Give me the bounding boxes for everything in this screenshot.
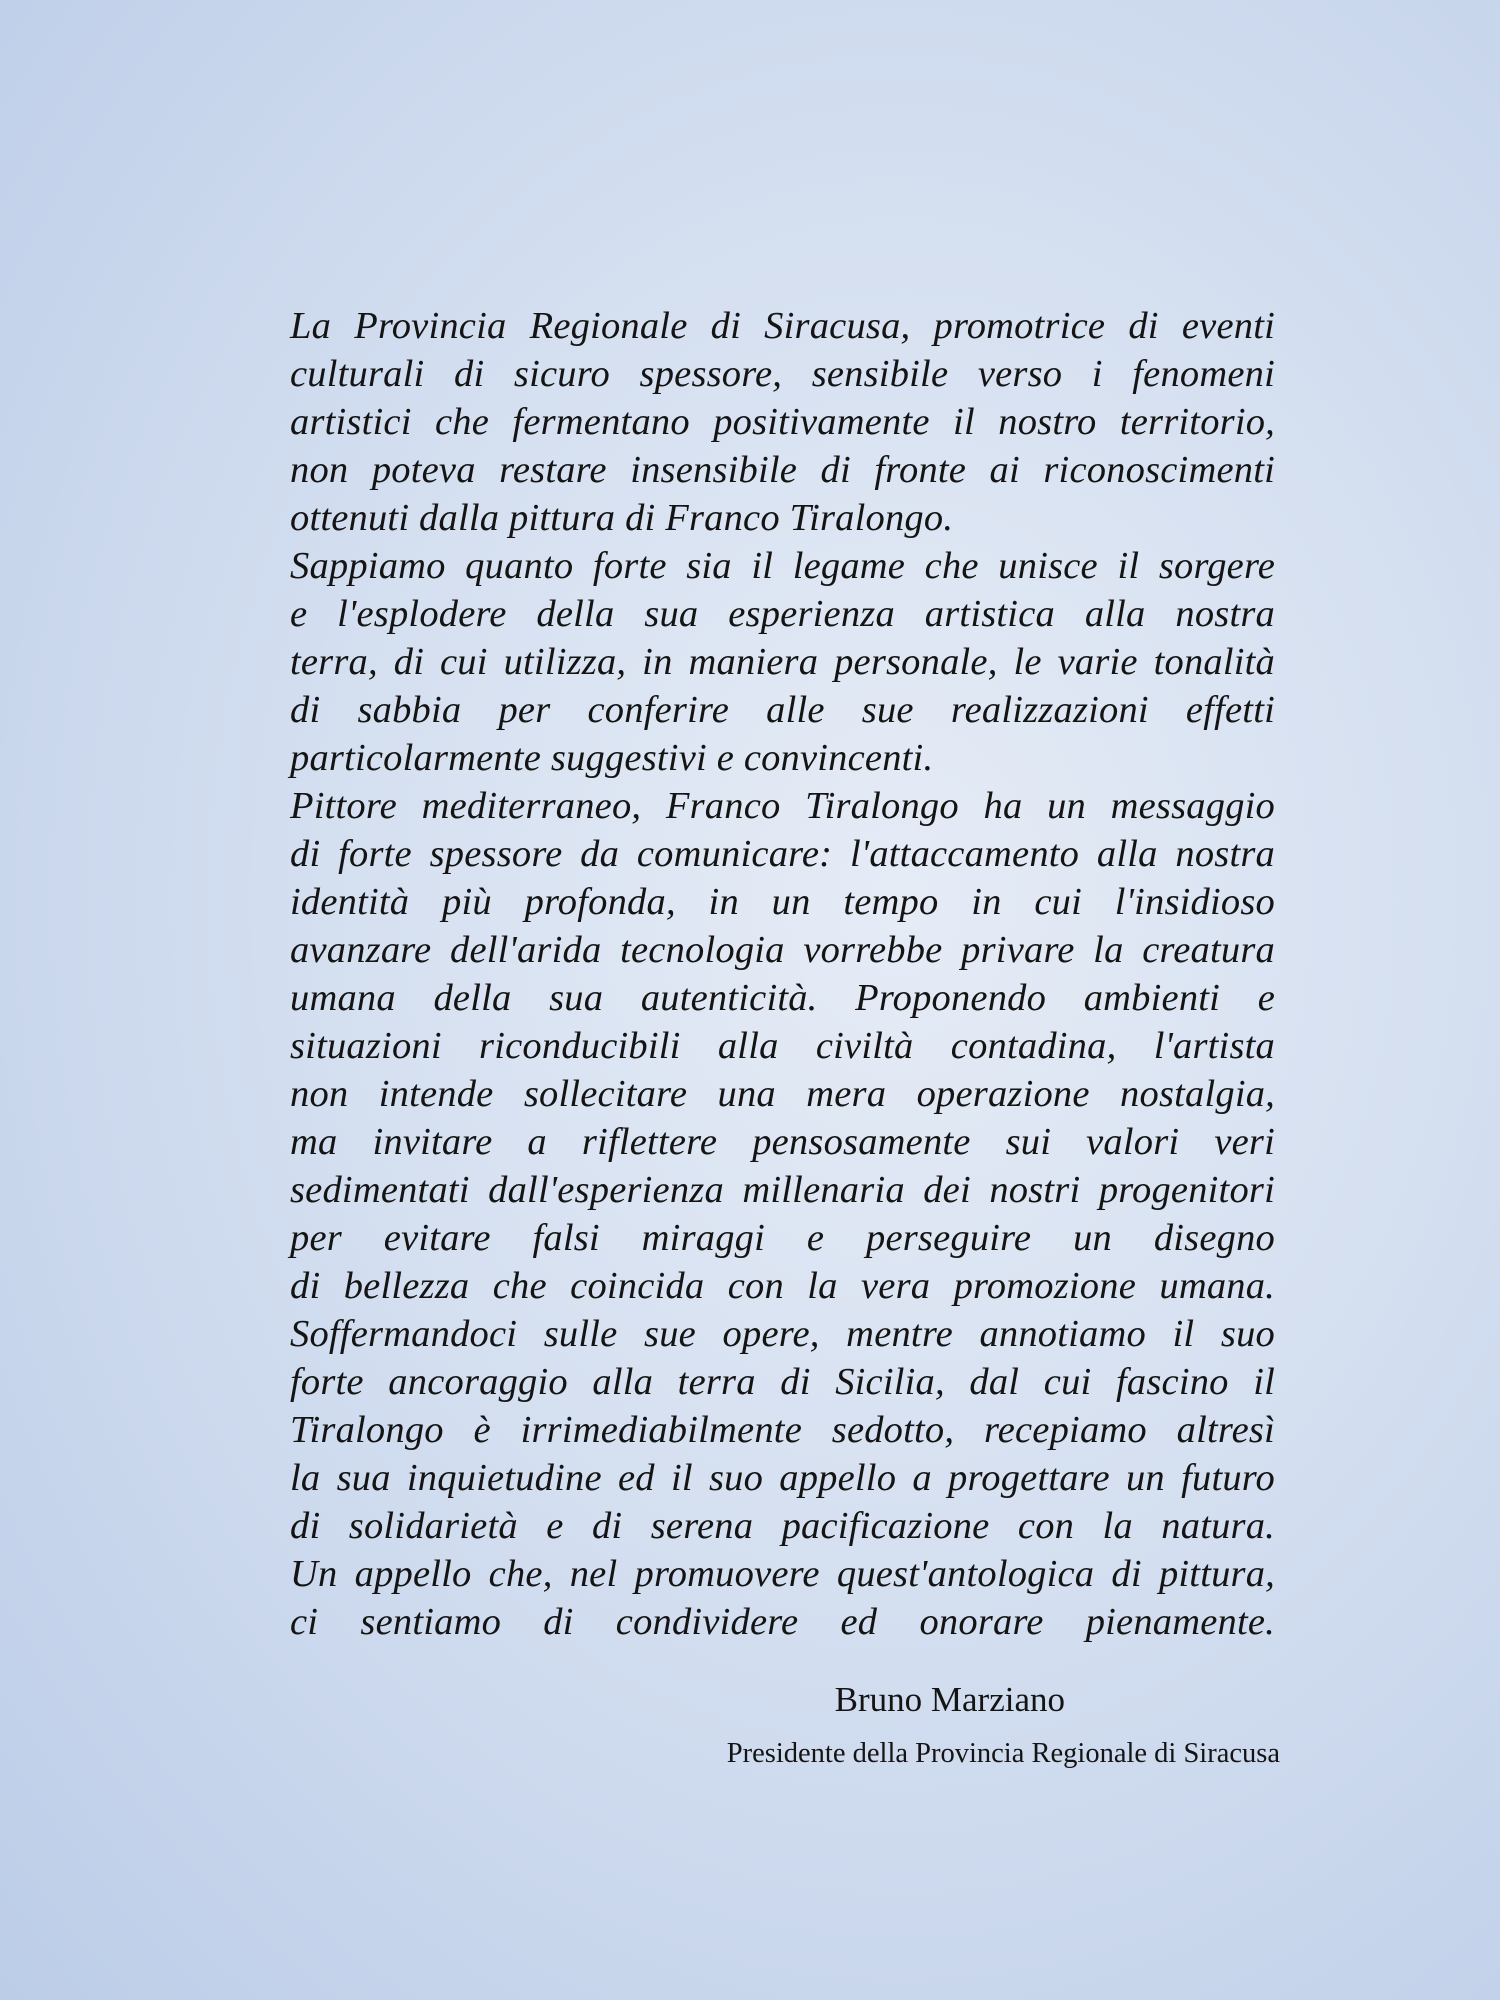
letter-line: Soffermandoci sulle sue opere, mentre annotiamo il suo (290, 1313, 1275, 1355)
letter-line: per evitare falsi miraggi e perseguire un disegno (290, 1217, 1275, 1259)
letter-line: ma invitare a riflettere pensosamente sui valori veri (290, 1121, 1275, 1163)
letter-line: Sappiamo quanto forte sia il legame che unisce il sorgere (290, 545, 1275, 587)
letter-line: Un appello che, nel promuovere quest'antologica di pittura, (290, 1553, 1275, 1595)
letter-line: ci sentiamo di condividere ed onorare pienamente. (290, 1601, 1275, 1643)
letter-line: La Provincia Regionale di Siracusa, promotrice di eventi (290, 305, 1275, 347)
letter-line: la sua inquietudine ed il suo appello a progettare un futuro (290, 1457, 1275, 1499)
letter-line: e l'esplodere della sua esperienza artistica alla nostra (290, 593, 1275, 635)
letter-line: di forte spessore da comunicare: l'attaccamento alla nostra (290, 833, 1275, 875)
letter-line: umana della sua autenticità. Proponendo ambienti e (290, 977, 1275, 1019)
letter-line: forte ancoraggio alla terra di Sicilia, dal cui fascino il (290, 1361, 1275, 1403)
letter-line: di solidarietà e di serena pacificazione con la natura. (290, 1505, 1275, 1547)
letter-line: di sabbia per conferire alle sue realizzazioni effetti (290, 689, 1275, 731)
letter-line: ottenuti dalla pittura di Franco Tiralongo. (290, 497, 954, 539)
letter-line: di bellezza che coincida con la vera promozione umana. (290, 1265, 1275, 1307)
letter-line: culturali di sicuro spessore, sensibile verso i fenomeni (290, 353, 1275, 395)
letter-line: Tiralongo è irrimediabilmente sedotto, recepiamo altresì (290, 1409, 1275, 1451)
signature-block (727, 1678, 1280, 1774)
letter-line: particolarmente suggestivi e convincenti. (290, 737, 934, 779)
letter-line: artistici che fermentano positivamente il nostro territorio, (290, 401, 1275, 443)
letter-line: sedimentati dall'esperienza millenaria dei nostri progenitori (290, 1169, 1275, 1211)
letter-line: avanzare dell'arida tecnologia vorrebbe privare la creatura (290, 929, 1275, 971)
letter-line: non intende sollecitare una mera operazione nostalgia, (290, 1073, 1275, 1115)
letter-line: identità più profonda, in un tempo in cui l'insidioso (290, 881, 1275, 923)
signatory-name: Bruno Marziano (834, 1680, 1065, 1719)
letter-line: terra, di cui utilizza, in maniera personale, le varie tonalità (290, 641, 1275, 683)
signatory-title: Presidente della Provincia Regionale di Siracusa (726, 1738, 1280, 1769)
letter-line: situazioni riconducibili alla civiltà contadina, l'artista (290, 1025, 1275, 1067)
letter-line: non poteva restare insensibile di fronte ai riconoscimenti (290, 449, 1275, 491)
letter-line: Pittore mediterraneo, Franco Tiralongo ha un messaggio (290, 785, 1275, 827)
letter-body-text (290, 302, 1275, 1646)
